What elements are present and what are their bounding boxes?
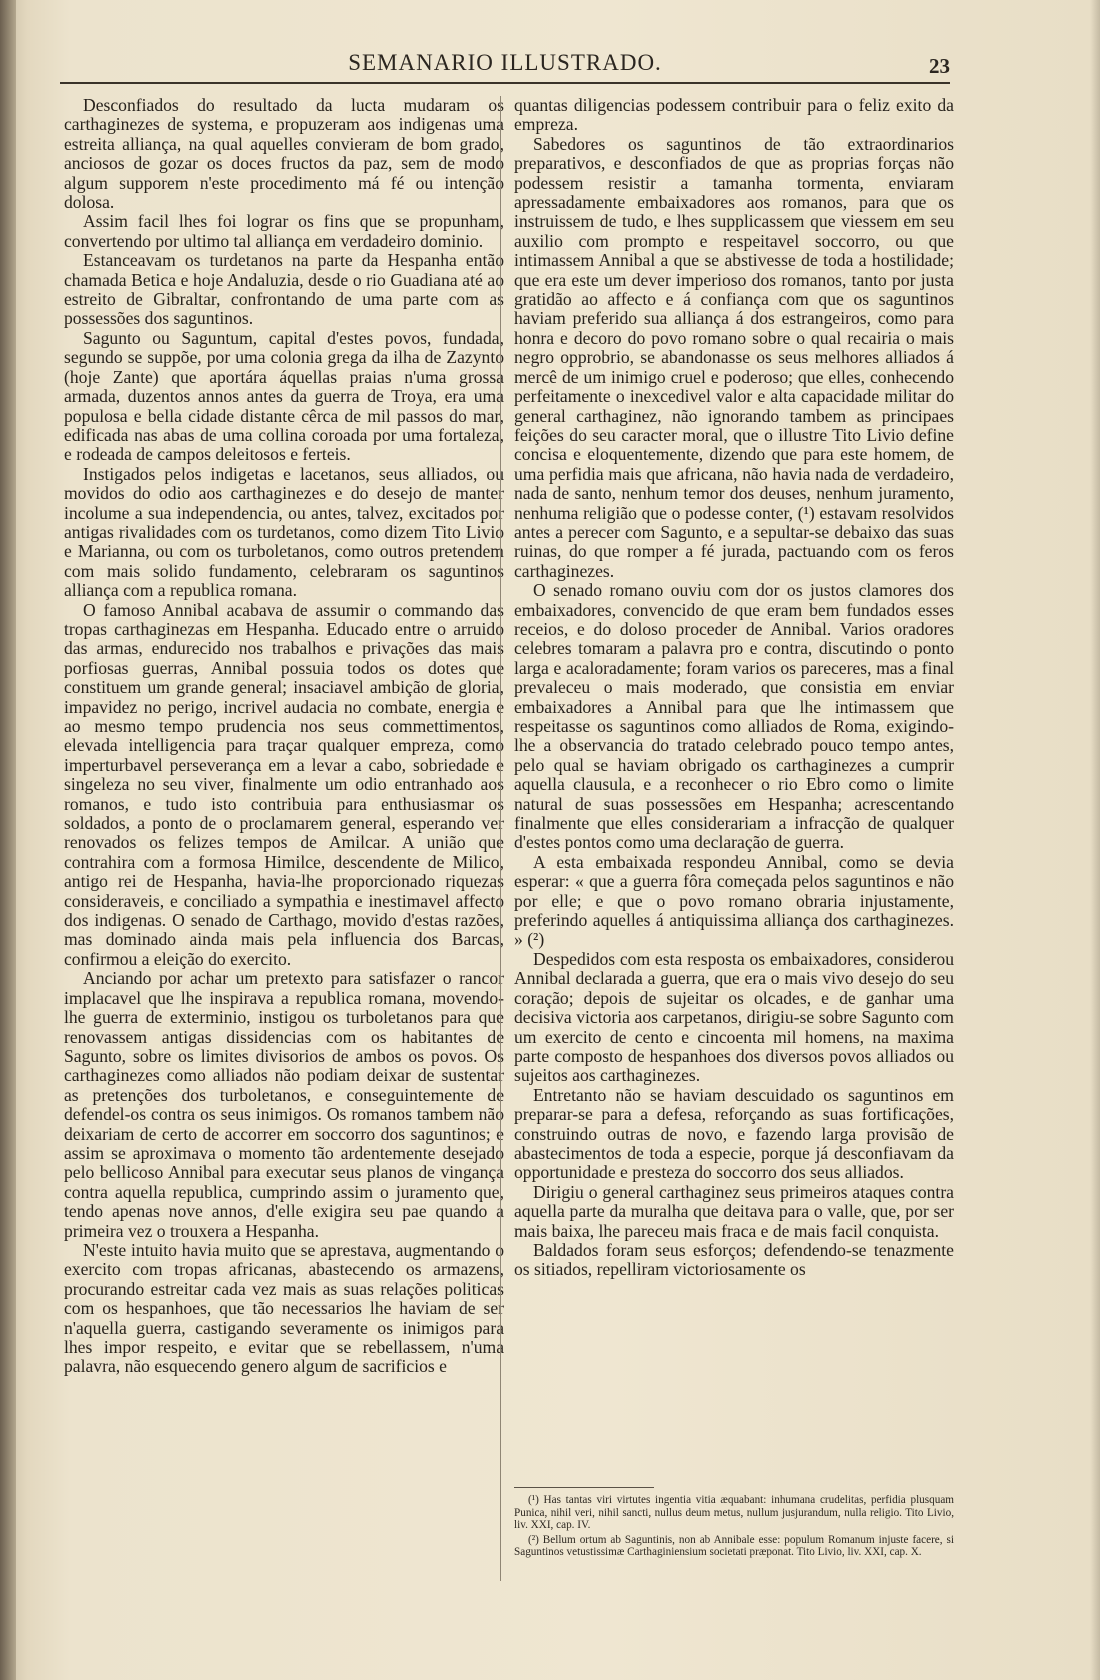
paragraph: Dirigiu o general carthaginez seus primeiros ataques contra aquella parte da muralha que deitava para o valle, que, por ser mais baixa, lhe pareceu mais fraca e de mais facil conquista. [514, 1181, 954, 1241]
right-column [514, 96, 954, 1280]
paragraph: Entretanto não se haviam descuidado os saguntinos em preparar-se para a defesa, reforçando as suas fortificações, construindo outras de novo, e fazendo larga provisão de abastecimentos de toda a especie, porque já desconfiavam da opportunidade e presteza do soccorro dos seus alliados. [514, 1084, 954, 1183]
paragraph: quantas diligencias podessem contribuir para o feliz exito da empreza. [514, 95, 954, 135]
paragraph: Baldados foram seus esforços; defendendo-se tenazmente os sitiados, repelliram victoriosamente os [514, 1239, 954, 1280]
footnote-rule [514, 1487, 654, 1488]
paragraph: O senado romano ouviu com dor os justos clamores dos embaixadores, convencido de que eram bem fundados esses receios, e do doloso proceder de Annibal. Varios oradores celebres tomaram a palavra pro e contra, discutindo o ponto larga e acaloradamente; foram varios os pareceres, mas a final prevaleceu o mais moderado, que consistia em enviar embaixadores a Annibal para que lhe intimassem que respeitasse os saguntinos como alliados de Roma, exigindo-lhe a observancia do tratado celebrado pouco tempo antes, pelo qual se haviam obrigado os carthaginezes a cumprir aquella clausula, e a reconhecer o rio Ebro como o limite natural de suas possessões em Hespanha; acrescentando finalmente que elles considerariam a infracção de qualquer d'estes pontos como uma declaração de guerra. [514, 580, 954, 853]
paragraph: Sabedores os saguntinos de tão extraordinarios preparativos, e desconfiados de que as proprias forças não podessem resistir a tamanha tormenta, enviaram apressadamente embaixadores aos romanos, para que os instruissem de tudo, e lhes supplicassem que viessem em seu auxilio com prompto e respeitavel soccorro, ou que intimassem Annibal a que se abstivesse de toda a hostilidade; que era este um dever imperioso dos romanos, tanto por justa gratidão ao affecto e á confiança com que os saguntinos haviam preferido sua alliança á dos estrangeiros, como para honra e decoro do povo romano sobre o qual recairia o mais negro opprobrio, se abandonasse os seus melhores alliados á mercê de um inimigo cruel e poderoso; que elles, conhecendo perfeitamente o inexcedivel valor e alta capacidade militar do general carthaginez, não ignorando tambem as principaes feições do seu caracter moral, que o illustre Tito Livio define concisa e eloquentemente, dizendo que para este homem, de uma perfidia mais que africana, não havia nada de verdadeiro, nada de santo, nenhum temor dos deuses, nenhum juramento, nenhuma religião que o podesse conter, (¹) estavam resolvidos antes a perecer com Sagunto, e a sepultar-se debaixo das suas ruinas, do que romper a fé jurada, pactuando com os feros carthaginezes. [514, 133, 954, 581]
running-title: SEMANARIO ILLUSTRADO. [348, 50, 662, 75]
paragraph: Anciando por achar um pretexto para satisfazer o rancor implacavel que lhe inspirava a republica romana, movendo-lhe guerra de exterminio, instigou os turboletanos para que renovassem antigas dissidencias com os habitantes de Sagunto, sobre os limites divisorios de ambos os povos. Os carthaginezes como alliados não podiam deixar de sustentar as pretenções dos turboletanos, e conseguintemente de defendel-os contra os seus inimigos. Os romanos tambem não deixariam de certo de accorrer em soccorro dos saguntinos; e assim se aproximava o momento tão ardentemente desejado pelo bellicoso Annibal para executar seus planos de vingança contra aquella republica, cumprindo assim o juramento que, tendo apenas nove annos, d'elle exigira seu pae quando a primeira vez o trouxera a Hespanha. [64, 968, 504, 1241]
paragraph: Desconfiados do resultado da lucta mudaram os carthaginezes de systema, e propuzeram aos indigenas uma estreita alliança, na qual aquelles convieram de bom grado, anciosos de gozar os doces fructos da paz, sem de modo algum supporem n'este procedimento má fé ou intenção dolosa. [64, 95, 504, 213]
page-number: 23 [929, 54, 950, 78]
footnotes [514, 1494, 954, 1561]
paragraph: Estanceavam os turdetanos na parte da Hespanha então chamada Betica e hoje Andaluzia, desde o rio Guadiana até ao estreito de Gibraltar, confrontando de uma parte com as possessões dos saguntinos. [64, 250, 504, 329]
paragraph: N'este intuito havia muito que se aprestava, augmentando o exercito com tropas africanas, abastecendo os armazens, procurando estreitar cada vez mais as suas relações politicas com os hespanhoes, que tão necessarios lhe haviam de ser n'aquella guerra, castigando severamente os inimigos para lhes impor respeito, e evitar que se rebellassem, n'uma palavra, não esquecendo genero algum de sacrificios e [64, 1239, 504, 1377]
column-divider [500, 96, 501, 1581]
footnote: (²) Bellum ortum ab Saguntinis, non ab Annibale esse: populum Romanum injuste facere, si Saguntinos vetustissimæ Carthaginiensium societati præponat. Tito Livio, liv. XXI, cap. X. [514, 1533, 954, 1559]
paragraph: A esta embaixada respondeu Annibal, como se devia esperar: « que a guerra fôra começada pelos saguntinos e não por elle; e que o povo romano obraria injustamente, preferindo aquelles á antiquissima alliança dos carthaginezes. » (²) [514, 851, 954, 950]
binding-edge [0, 0, 16, 1680]
paragraph: Instigados pelos indigetas e lacetanos, seus alliados, ou movidos do odio aos carthaginezes e do desejo de manter incolume a sua independencia, ou antes, talvez, excitados por antigas rivalidades com os turdetanos, como dizem Tito Livio e Marianna, ou com os turboletanos, como outros pretendem com mais solido fundamento, celebraram os saguntinos alliança com a republica romana. [64, 463, 504, 601]
page-header [60, 50, 950, 84]
paragraph: O famoso Annibal acabava de assumir o commando das tropas carthaginezas em Hespanha. Educado entre o arruido das armas, endurecido nos trabalhos e privações das mais porfiosas guerras, Annibal possuia todos os dotes que constituem um grande general; insaciavel ambição de gloria, impavidez no perigo, incrivel audacia no combate, energia e ao mesmo tempo prudencia nos seus commettimentos, elevada intelligencia para traçar qualquer empreza, como imperturbavel perseverança em a levar a cabo, sobriedade e singeleza no seu viver, finalmente um odio entranhado aos romanos, e tudo isto contribuia para enthusiasmar os soldados, a ponto de o proclamarem general, esperando ver renovados os felizes tempos de Amilcar. A união que contrahira com a formosa Himilce, descendente de Milico, antigo rei de Hespanha, havia-lhe proporcionado riquezas consideraveis, e conciliado a sympathia e inestimavel affecto dos indigenas. O senado de Carthago, movido d'estas razões, mas dominado ainda mais pela influencia dos Barcas, confirmou a eleição do exercito. [64, 599, 504, 969]
paragraph: Assim facil lhes foi lograr os fins que se propunham, convertendo por ultimo tal alliança em verdadeiro dominio. [64, 211, 504, 251]
paragraph: Sagunto ou Saguntum, capital d'estes povos, fundada, segundo se suppõe, por uma colonia grega da ilha de Zazynto (hoje Zante) que aportára áquellas praias n'uma grossa armada, duzentos annos antes da guerra de Troya, era uma populosa e bella cidade distante cêrca de mil passos do mar, edificada nas abas de uma collina coroada por uma fortaleza, e rodeada de campos deleitosos e ferteis. [64, 327, 504, 465]
paragraph: Despedidos com esta resposta os embaixadores, considerou Annibal declarada a guerra, que era o mais vivo desejo do seu coração; depois de sujeitar os olcades, e de ganhar uma decisiva victoria aos carpetanos, dirigiu-se sobre Sagunto com um exercito de cento e cincoenta mil homens, na maxima parte composto de hespanhoes dos diversos povos alliados ou sujeitos aos carthaginezes. [514, 948, 954, 1086]
header-rule [60, 82, 950, 84]
footnote: (¹) Has tantas viri virtutes ingentia vitia æquabant: inhumana crudelitas, perfidia plusquam Punica, nihil veri, nihil sancti, nullus deum metus, nullum jusjurandum, nulla religio. Tito Livio, liv. XXI, cap. IV. [514, 1494, 954, 1532]
left-column [64, 96, 504, 1377]
page-edge-shadow [1090, 0, 1100, 1680]
